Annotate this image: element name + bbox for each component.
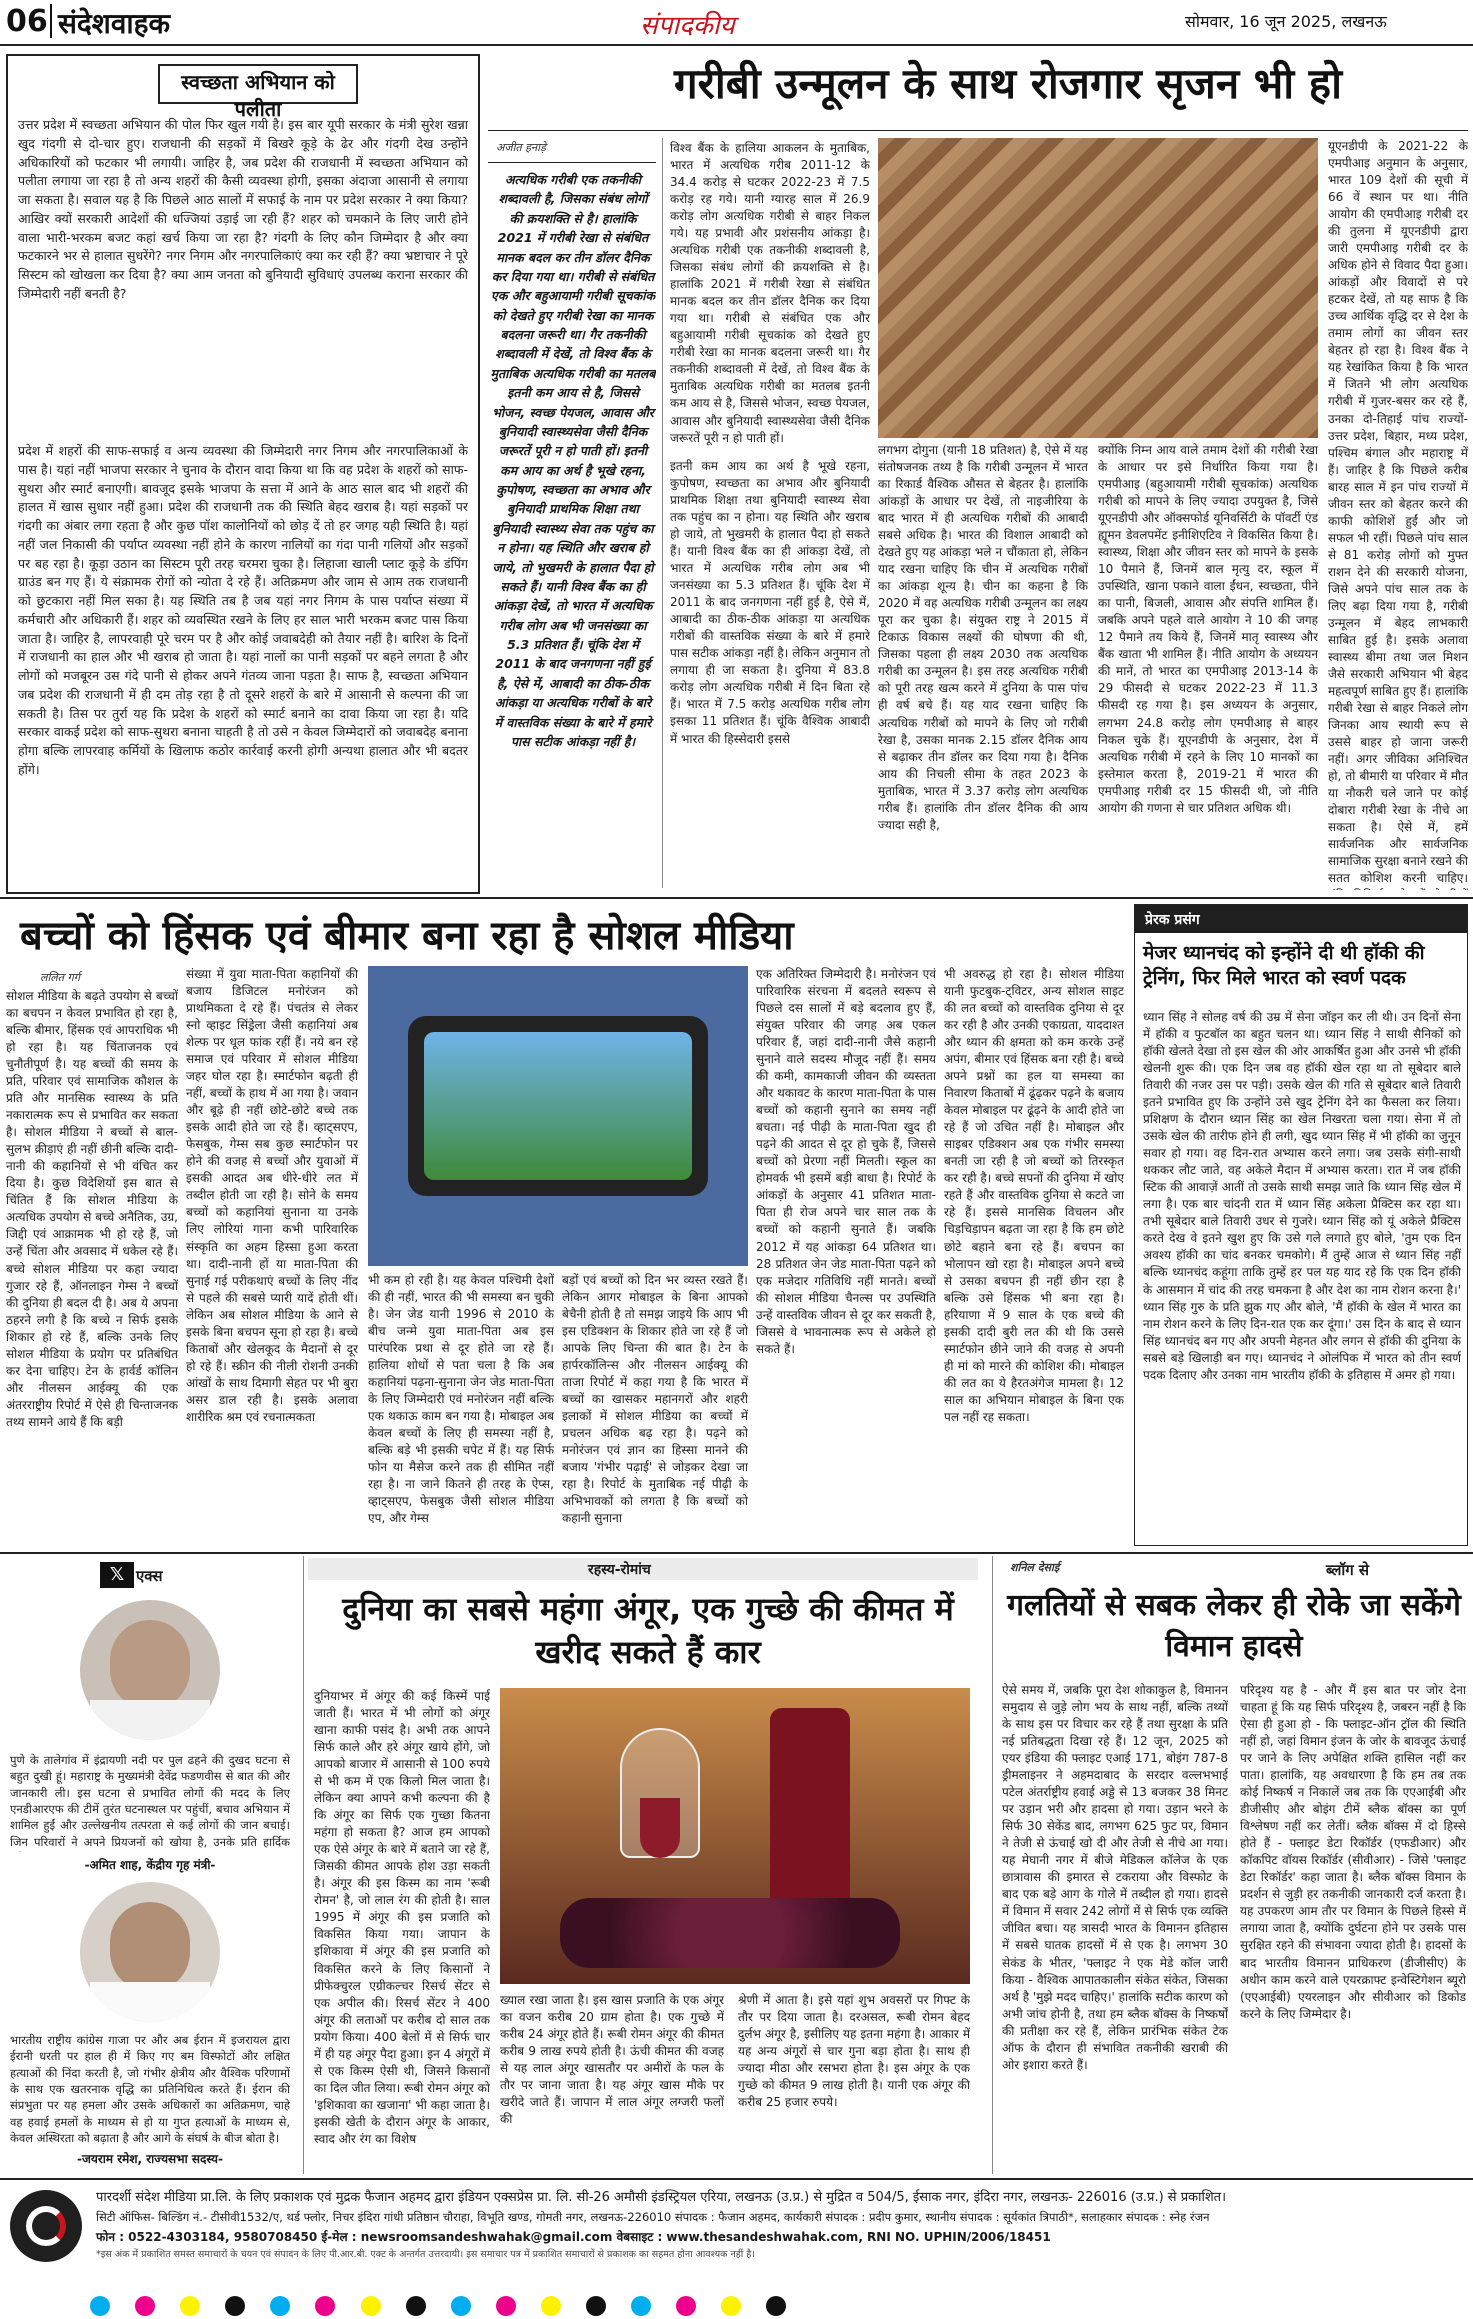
social-media-article [0, 900, 1128, 1550]
cyan-mark [270, 2296, 290, 2316]
prerak-box [1134, 904, 1468, 1546]
column-divider [662, 138, 663, 888]
footer-publisher: पारदर्शी संदेश मीडिया प्रा.लि. के लिए प्रकाशक एवं मुद्रक फैजान अहमद द्वारा इंडियन एक्सप्रेस प्रा. लि. सी-26 अमौसी इंडस्ट्रियल एरिया, लखनऊ (उ.प्र.) से मुद्रित व 504/5, ईसाक नगर, इंदिरा नगर, लखनऊ- 226016 (उ.प्र.) से प्रकाशित। [96, 2190, 1226, 2205]
cyan-mark [631, 2296, 651, 2316]
magenta-mark [315, 2296, 335, 2316]
footer-office: सिटी ऑफिस- बिल्डिंग नं.- टीसीवी1532/ए, थर्ड फ्लोर, निचर इंदिरा गांधी प्रतिष्ठान चौराहा, विभूति खण्ड, गोमती नगर, लखनऊ-226010 संपादक : फैजान अहमद, कार्यकारी संपादक : प्रदीप कुमार, स्थानीय संपादक : सूर्यकांत त्रिपाठी*, सलाहकार संपादक : स्नेह रंजन [96, 2210, 1210, 2224]
paper-name: संदेशवाहक [58, 7, 171, 40]
footer-contact: फोन : 0522-4303184, 9580708450 ई-मेल : newsroomsandeshwahak@gmail.com वेबसाइट : www.thesandeshwahak.com, RNI NO. UPHIN/2006/18451 [96, 2230, 1051, 2244]
section-rule-2 [0, 1552, 1473, 1554]
footer [0, 2182, 1473, 2292]
footer-rule [0, 2178, 1473, 2180]
social-title: बच्चों को हिंसक एवं बीमार बना रहा है सोशल मीडिया [20, 913, 794, 959]
social-col-4: बड़ों एवं बच्चों को दिन भर व्यस्त रखते हैं। लेकिन आगर मोबाइल के बिना आपको बेचैनी होती है तो समझ जाइये कि आप भी इस एडिक्शन के शिकार होते जा रहे हैं जो आपके लिए चिन्ता की बात है। टेन के हार्परकॉलिन्स और नीलसन आईक्यू की ताजा रिपोर्ट में कहा गया है कि भारत में बच्चों का खासकर महानगरों और शहरी इलाकों में सोशल मीडिया का बच्चों में प्रचलन अधिक बढ़ रहा है। पढ़ने को मनोरंजन एवं ज्ञान का हिस्सा मानने की बजाय 'गंभीर पढ़ाई' से जोड़कर देखा जा रहा है। रिपोर्ट के मुताबिक नई पीढ़ी के अभिभावकों को लगता है कि बच्चों को कहानी सुनाना [562, 1273, 748, 1526]
x-tag: एक्स [136, 1567, 163, 1585]
blog-byline: शनिल देसाई [1010, 1561, 1060, 1574]
black-mark [586, 2296, 606, 2316]
x-quote-1: पुणे के तालेगांव में इंद्रायणी नदी पर पुल ढहने की दुखद घटना से बहुत दुखी हूं। महाराष्ट्र के मुख्यमंत्री देवेंद्र फडणवीस से बात की और जानकारी ली। इस घटना से प्रभावित लोगों की मदद के लिए एनडीआरएफ की टीमें तुरंत घटनास्थल पर पहुंचीं, बचाव अभियान में शामिल हुईं और उल्लेखनीय तत्परता से कई लोगों की जान बचाई। जिन परिवारों ने अपने प्रियजनों को खोया है, उनके प्रति हार्दिक [10, 1753, 290, 1849]
grapes-col-1: दुनियाभर में अंगूर की कई किस्में पाई जाती हैं। भारत में भी लोगों को अंगूर खाना काफी पसंद है। अभी तक आपने सिर्फ काले और हरे अंगूर खाये होंगे, जो आपको बाजार में आसानी से 100 रुपये से भी कम में एक किलो मिल जाता है। लेकिन क्या आपने कभी कल्पना की है कि अंगूर का सिर्फ एक गुच्छा कितना महंगा हो सकता है? आज हम आपको एक ऐसे अंगूर के बारे में बताने जा रहे हैं, जिसकी कीमत आपके होश उड़ा सकती है। अंगूर की इस किस्म का नाम 'रूबी रोमन' है, जो लाल रंग की होती है। साल 1995 में अंगूर की इस प्रजाति को विकसित किया गया। जापान के इशिकावा में अंगूर की इस प्रजाति को विकसित करने के लिए किसानों ने प्रीफेक्चुरल एग्रीकल्चर रिसर्च सेंटर से एक अपील की। रिसर्च सेंटर ने 400 अंगूर की लताओं पर करीब दो साल तक प्रयोग किया। 400 बेलों में से सिर्फ चार में ही यह अंगूर पैदा हुआ। इन 4 अंगूरों में से एक किस्म ऐसी थी, जिसने किसानों का दिल जीत लिया। रूबी रोमन अंगूर को 'इशिकावा का खजाना' भी कहा जाता है। इसकी खेती के दौरान अंगूर के आकार, स्वाद और रंग का विशेष [314, 1689, 490, 2146]
poverty-title: गरीबी उन्मूलन के साथ रोजगार सृजन भी हो [674, 59, 1342, 108]
editorial-box [6, 54, 480, 894]
x-byline-1: -अमित शाह, केंद्रीय गृह मंत्री- [84, 1858, 216, 1872]
prerak-body: ध्यान सिंह ने सोलह वर्ष की उम्र में सेना जॉइन कर ली थी। उन दिनों सेना में हॉकी व फुटबॉल का बहुत चलन था। ध्यान सिंह ने साथी सैनिकों को हॉकी खेलते देखा तो इस खेल की ओर आकर्षित हुआ और उनसे भी हॉकी खेलनी शुरू की। एक दिन जब वह हॉकी खेल रहा था तो सूबेदार बाले तिवारी की नजर उस पर पड़ी। उसके खेल की गति से सूबेदार बाले तिवारी इतने प्रभावित हुए कि उन्होंने उसे खुद ट्रेनिंग देने का फैसला कर लिया। प्रशिक्षण के दौरान ध्यान सिंह का खेल निखरता चला गया। सेना में तो उसके खेल की तारीफ होने ही लगी, खुद ध्यान सिंह में भी हॉकी का जुनून सवार हो गया। वह दिन-रात अभ्यास करने लगा। जब उसके संगी-साथी थककर लौट जाते, वह अकेले मैदान में अभ्यास करता। रात में जब हॉकी स्टिक की आवाज़ें आतीं तो उसके साथी समझ जाते कि ध्यान सिंह खेल में लगा है। एक बार चांदनी रात में ध्यान सिंह अकेला प्रैक्टिस कर रहा था। तभी सूबेदार बाले तिवारी उधर से गुजरे। ध्यान सिंह को यूं अकेले प्रैक्टिस करते देख वे इतने खुश हुए कि उसे गले लगाते हुए बोले, 'तुम एक दिन अवश्य हॉकी का चांद बनकर चमकोगे। मैं तुम्हें आज से ध्यान सिंह नहीं बल्कि ध्यानचंद कहूंगा ताकि तुम्हें हर पल यह याद रहे कि एक दिन हॉकी के आसमान में चांद की तरह चमकना है और देश का नाम रोशन करना है।' ध्यान सिंह गुरु के प्रति झुक गए और बोले, 'मैं हॉकी के खेल में भारत का नाम रोशन करने के लिए दिन-रात एक कर दूंगा।' उस दिन के बाद से ध्यान सिंह ध्यानचंद बन गए और अपनी मेहनत और लगन से हॉकी की दुनिया के सबसे बड़े खिलाड़ी बन गए। ध्यानचंद ने ओलंपिक में भारत को तीन स्वर्ण पदक दिलाए और उनका नाम भारतीय हॉकी के इतिहास में अमर हो गया। [1143, 1010, 1461, 1382]
masthead [0, 0, 1473, 48]
black-mark [406, 2296, 426, 2316]
yellow-mark [361, 2296, 381, 2316]
jairam-ramesh-avatar [80, 1882, 220, 2022]
magenta-mark [676, 2296, 696, 2316]
column-divider [992, 1556, 993, 2174]
poverty-col-2: लगभग दोगुना (यानी 18 प्रतिशत) है, ऐसे में यह संतोषजनक तथ्य है कि गरीबी उन्मूलन में भारत का रिकार्ड वैश्विक औसत से बेहतर है। हालांकि आंकड़ों के आधार पर देखें, तो नाइजीरिया के बाद भारत में ही अत्यधिक गरीबों की आबादी सबसे अधिक है। भारत की विशाल आबादी को देखते हुए यह आंकड़ा भले न चौंकाता हो, लेकिन याद रखना चाहिए कि चीन में अत्यधिक गरीबों का आंकड़ा शून्य है। चीन का कहना है कि 2020 में वह अत्यधिक गरीबी उन्मूलन का लक्ष्य पूरा कर चुका है। संयुक्त राष्ट्र ने 2015 में टिकाऊ विकास लक्ष्यों की घोषणा की थी, जिसका पहला ही लक्ष्य 2030 तक अत्यधिक गरीबी का उन्मूलन है। इस तरह अत्यधिक गरीबी को पूरी तरह खत्म करने में दुनिया के पास पांच ही वर्ष बचे हैं। यह याद रखना चाहिए कि अत्यधिक गरीबों को मापने के लिए जो गरीबी रेखा है, उसका मानक 2.15 डॉलर दैनिक आय से बढ़ाकर तीन डॉलर कर दिया गया है। दैनिक आय की निचली सीमा के तहत 2023 के मुताबिक, भारत में 3.37 करोड़ लोग अत्यधिक गरीब हैं। हालांकि तीन डॉलर दैनिक की आय ज्यादा सही है, [878, 443, 1088, 832]
social-col-1: सोशल मीडिया के बढ़ते उपयोग से बच्चों का बचपन न केवल प्रभावित हो रहा है, बल्कि बीमार, हिंसक एवं आपराधिक भी हो रहा है। यह चिंताजनक एवं चुनौतीपूर्ण है। यह बच्चों की समय के प्रति, परिवार एवं सामाजिक कौशल के प्रति और मानसिक स्वास्थ्य के प्रति नकारात्मक रूप से प्रभावित कर सकता है। सोशल मीडिया ने बच्चों से बाल-सुलभ क्रीड़ाएं ही नहीं छीनी बल्कि दादी-नानी की कहानियों से भी वंचित कर दिया है। कुछ विदेशियों इस बात से चिंतित हैं कि सोशल मीडिया के अत्यधिक उपयोग से बच्चे अनैतिक, उग्र, जिद्दी एवं आक्रामक भी हो रहे हैं, जो उन्हें चिंता और अवसाद में धकेल रहे हैं। बच्चे सोशल मीडिया पर कहा ज्यादा गुजार रहे हैं, ऑनलाइन गेम्स ने बच्चों की दुनिया ही बदल दी है। अब ये अपना ठहरने लगी है कि बच्चे न सिर्फ इसके शिकार हो रहे हैं, बल्कि उनके लिए सोशल मीडिया के प्रयोग पर प्रतिबंधित कर देना चाहिए। टेन के हार्वर्ड कॉलिन और नीलसन आईक्यू की एक अंतरराष्ट्रीय रिपोर्ट में ऐसे ही चिन्ताजनक तथ्य सामने आये हैं कि बड़ी [6, 989, 178, 1429]
masthead-rule [0, 44, 1473, 46]
yellow-mark [721, 2296, 741, 2316]
pullquote-rule [488, 162, 656, 163]
x-byline-2: -जयराम रमेश, राज्यसभा सदस्य- [77, 2152, 223, 2166]
x-posts [0, 1556, 300, 2176]
prerak-title: मेजर ध्यानचंद को इन्होंने दी थी हॉकी की ट्रेनिंग, फिर मिले भारत को स्वर्ण पदक [1143, 942, 1425, 989]
yellow-mark [180, 2296, 200, 2316]
page-number: 06 [6, 4, 48, 39]
x-logo-icon: 𝕏 [100, 1562, 134, 1588]
blog-col-1: ऐसे समय में, जबकि पूरा देश शोकाकुल है, विमानन समुदाय से जुड़े लोग भय के साथ नहीं, बल्कि तथ्यों के साथ इस पर विचार कर रहे हैं तथा सुरक्षा के प्रति नई प्रतिबद्धता दिखा रहे हैं। 12 जून, 2025 को एयर इंडिया की फ्लाइट एआई 171, बोइंग 787-8 ड्रीमलाइनर ने अहमदाबाद के सरदार वल्लभभाई पटेल अंतर्राष्ट्रीय हवाई अड्डे से 13 बजकर 38 मिनट पर उड़ान भरी और हादसा हो गया। उड़ान भरने के सिर्फ 30 सेकेंड बाद, लगभग 625 फुट पर, विमान ने तेजी से ऊंचाई खो दी और तेजी से नीचे आ गया। यह मेघानी नगर में बीजे मेडिकल कॉलेज के एक छात्रावास की इमारत से टकराया और विस्फोट के बाद एक बड़े आग के गोले में तब्दील हो गया। हादसे में विमान में सवार 242 लोगों में से सिर्फ एक व्यक्ति जीवित बचा। यह त्रासदी भारत के विमानन इतिहास में सबसे घातक हादसों में से एक है। लगभग 30 सेकंड के भीतर, 'फ्लाइट ने एक मेडे कॉल जारी किया - वैश्विक आपातकालीन संकेत संकेत, जिसका अर्थ है 'मुझे मदद चाहिए।' हालांकि सटीक कारण को अभी जांच होनी है, तथा हम ब्लैक बॉक्स के निष्कर्षों की प्रतीक्षा कर रहे हैं, लेकिन प्रारंभिक संकेत टेक ऑफ के दौरान ही संभावित तकनीकी खराबी की ओर इशारा करते हैं। [1002, 1683, 1228, 2072]
black-mark [225, 2296, 245, 2316]
black-mark [766, 2296, 786, 2316]
cyan-mark [451, 2296, 471, 2316]
social-col-6: भी अवरुद्ध हो रहा है। सोशल मीडिया यानी फुटबुक-ट्विटर, अन्य सोशल साइट की लत बच्चों को वास्तविक दुनिया से दूर कर रही है और उनकी एकाग्रता, याददाश्त और ध्यान की क्षमता को कम करके उन्हें अपंग, बीमार एवं हिंसक बना रही है। बच्चे अपने प्रश्नों का हल या समस्या का निवारण किताबों में ढूंढ़कर पढ़ने के बजाय केवल मोबाइल पर ढूंढ़ने के आदी होते जा रहे हैं जो उचित नहीं है। मोबाइल और साइबर एडिक्शन अब एक गंभीर समस्या बनती जा रही है जो बच्चों को तिरस्कृत कर रही है। बच्चे सपनों की दुनिया में खोए रहते हैं और वास्तविक दुनिया से कटते जा रहे हैं। इससे मानसिक विचलन और चिड़चिड़ापन बढ़ता जा रहा है कि हम छोटे छोटे बहाने बना रहे हैं। बचपन का भोलापन खो रहा है। मोबाइल अपने बच्चे से उसका बचपन ही नहीं छीन रहा है बल्कि उसे हिंसक भी बना रहा है। हरियाणा में 9 साल के एक बच्चे की इसकी दादी बुरी लत की थी कि उससे स्मार्टफोन छीने जाने की वजह से अपनी ही मां को मारने की कोशिश की। मोबाइल की लत का ये हैरतअंगेज मामला है। 12 साल का अभियान मोबाइल के बिना एक पल नहीं रह सकता। [944, 967, 1124, 1424]
poverty-col-3: क्योंकि निम्न आय वाले तमाम देशों की गरीबी रेखा के आधार पर इसे निर्धारित किया गया है। एमपीआइ (बहुआयामी गरीबी सूचकांक) अत्यधिक गरीबी को मापने के लिए ज्यादा उपयुक्त है, जिसे यूएनडीपी और ऑक्सफोर्ड यूनिवर्सिटी के पॉवर्टी एंड ह्यूमन डेवलपमेंट इनीशिएटिव ने विकसित किया है। स्वास्थ्य, शिक्षा और जीवन स्तर को मापने के इसके 10 पैमाने हैं, जिनमें बाल मृत्यु दर, स्कूल में उपस्थिति, खाना पकाने वाला ईंधन, स्वच्छता, पीने का पानी, बिजली, आवास और संपत्ति शामिल हैं। जबकि अपने पहले वाले आयोग ने 10 की जगह 12 पैमाने तय किये हैं, जिनमें मातृ स्वास्थ्य और बैंक खाता भी शामिल हैं। नीति आयोग के अध्ययन की मानें, तो भारत का एमपीआइ 2013-14 के 29 फीसदी से घटकर 2022-23 में 11.3 फीसदी रह गया है। इस अध्ययन के अनुसार, लगभग 24.8 करोड़ लोग एमपीआइ से बाहर निकल चुके हैं। यूएनडीपी के अनुसार, देश में अत्यधिक गरीबी में रहने के लिए 10 मानकों का इस्तेमाल करता है, 2019-21 में भारत की एमपीआइ गरीबी दर 15 फीसदी थी, जो नीति आयोग की गणना से चार प्रतिशत अधिक थी। [1098, 443, 1318, 815]
social-col-2: संख्या में युवा माता-पिता कहानियों की बजाय डिजिटल मनोरंजन को प्राथमिकता दे रहे हैं। पंचतंत्र से लेकर स्नो व्हाइट सिंड्रेला जैसी कहानियां अब शेल्फ पर धूल फांक रहीं हैं। नये बन रहे समाज एवं परिवार में सोशल मीडिया जहर घोल रहा है। स्मार्टफोन बढ़ती ही नहीं, बच्चों के हाथ में आ गया है। जवान और बूढ़े ही नहीं छोटे-छोटे बच्चे तक इसके आदी होते जा रहे हैं। व्हाट्सएप, फेसबुक, गेम्स सब कुछ स्मार्टफोन पर होने की वजह से बच्चों और युवाओं में इसकी आदत अब धीरे-धीरे लत में तब्दील होती जा रही है। सोने के समय बच्चों को कहानियां सुनाना या उनके लिए लोरियां गाना कभी पारिवारिक संस्कृति का अहम हिस्सा हुआ करता था। दादी-नानी हों या माता-पिता की सुनाई गई परीकथाएं बच्चों के लिए नींद से पहले की सबसे प्यारी यादें होती थीं। लेकिन अब सोशल मीडिया के आने से इसके बिना बचपन सूना हो रहा है। बच्चे किताबों और खेलकूद के मैदानों से दूर हो रहे हैं। स्क्रीन की नीली रोशनी उनकी आंखों के साथ दिमागी सेहत पर भी बुरा असर डाल रही है। इसके अलावा शारीरिक श्रम एवं रचनात्मकता [186, 967, 358, 1424]
grapes-article [308, 1556, 988, 2176]
blog-title: गलतियों से सबक लेकर ही रोके जा सकेंगे विमान हादसे [1007, 1588, 1461, 1664]
wine-grapes-photo [500, 1688, 970, 1984]
prerak-tag: प्रेरक प्रसंग [1145, 912, 1200, 928]
grapes-title: दुनिया का सबसे महंगा अंगूर, एक गुच्छे की कीमत में खरीद सकते हैं कार [342, 1590, 954, 1672]
poverty-article [488, 50, 1473, 895]
footer-disclaimer: *इस अंक में प्रकाशित समस्त समाचारों के चयन एवं संपादन के लिए पी.आर.बी. एक्ट के अन्तर्गत उत्तरदायी। इस समाचार पत्र में प्रकाशित समाचारों से प्रकाशक का सहमत होना आवश्यक नहीं है। [96, 2249, 755, 2260]
social-byline: ललित गर्ग [40, 971, 80, 984]
publisher-logo-icon [10, 2190, 82, 2262]
poverty-pullquote: अत्यधिक गरीबी एक तकनीकी शब्दावली है, जिसका संबंध लोगों की क्रयशक्ति से है। हालांकि 2021 में गरीबी रेखा से संबंधित मानक बदल कर तीन डॉलर दैनिक कर दिया गया था। गरीबी से संबंधित एक और बहुआयामी गरीबी सूचकांक को देखते हुए गरीबी रेखा का मानक बदलना जरूरी था। गैर तकनीकी शब्दावली में देखें, तो विश्व बैंक के मुताबिक अत्यधिक गरीबी का मतलब इतनी कम आय से है, जिससे भोजन, स्वच्छ पेयजल, आवास और बुनियादी स्वास्थ्यसेवा जैसी दैनिक जरूरतें पूरी न हो पाती हों। इतनी कम आय का अर्थ है भूखे रहना, कुपोषण, स्वच्छता का अभाव और बुनियादी प्राथमिक शिक्षा तथा बुनियादी स्वास्थ्य सेवा तक पहुंच का न होना। यह स्थिति और खराब हो जाये, तो भुखमरी के हालात पैदा हो सकते हैं। यानी विश्व बैंक का ही आंकड़ा देखें, तो भारत में अत्यधिक गरीब लोग अब भी जनसंख्या का 5.3 प्रतिशत हैं। चूंकि देश में 2011 के बाद जनगणना नहीं हुई है, ऐसे में, आबादी का ठीक-ठीक आंकड़ा या अत्यधिक गरीबों के बारे में वास्तविक संख्या के बारे में हमारे पास सटीक आंकड़ा नहीं है। [490, 172, 656, 749]
section-name: संपादकीय [640, 11, 735, 41]
registration-marks [90, 2296, 1390, 2316]
editorial-para-2: प्रदेश में शहरों की साफ-सफाई व अन्य व्यवस्था की जिम्मेदारी नगर निगम और नगरपालिकाओं के पास है। यहां नहीं भाजपा सरकार ने चुनाव के दौरान वादा किया था कि वह प्रदेश के शहरों को साफ-सुथरा और स्मार्ट बनाएगी। बावजूद इसके भाजपा के सत्ता में आने के आठ साल बाद भी शहरों की हालत में खास सुधार नहीं हुआ। प्रदेश की राजधानी तक की स्थिति बेहद खराब है। यहां सड़कों पर गंदगी का अंबार लगा रहता है और कुछ पॉश कालोनियों को छोड़ दें तो हर जगह यही स्थिति है। यहां नहीं जल निकासी की पर्याप्त व्यवस्था नहीं होने के कारण नालियों का गंदा पानी गलियों और सड़कों पर बह रहा है। कूड़ा उठान का सिस्टम पूरी तरह चरमरा चुका है। लिहाजा खाली प्लाट कूड़े के डंपिंग ग्राउंड बन गए हैं। ये संक्रामक रोगों को न्योता दे रहे हैं। अतिक्रमण और जाम से आम तक राजधानी को छुटकारा नहीं मिल सका है। यह स्थिति तब है जब यहां नगर निगम के पास पर्याप्त संख्या में कर्मचारी और अधिकारी हैं। शहर को व्यवस्थित रखने के लिए हर साल भारी भरकम बजट पास किया जाता है। जाहिर है, लापरवाही पूरे चरम पर है और कोई जवाबदेही को तैयार नहीं है। बारिश के दिनों में राजधानी का हाल और भी खराब हो जाता है। यहां नालों का पानी सड़कों पर बहने लगता है और लोगों को मजबूरन उस गंदे पानी से होकर अपने गंतव्य जाना पड़ता है। साफ है, स्वच्छता अभियान जब प्रदेश की राजधानी में ही दम तोड़ रहा है तो दूसरे शहरों के बारे में आसानी से कल्पना की जा सकती है। तिस पर तुर्रा यह कि प्रदेश के शहरों को स्मार्ट बनाने का दावा किया जा रहा है। यदि सरकार वाकई प्रदेश को साफ-सुथरा बनाना चाहती है तो उसे न केवल जिम्मेदारों को जवाबदेह बनाना होगा बल्कि लापरवाह कर्मियों के खिलाफ कठोर कार्रवाई करनी होगी अन्यथा हालात और भी बदतर होंगे। [18, 443, 468, 777]
poverty-col-4: यूएनडीपी के 2021-22 के एमपीआइ अनुमान के अनुसार, भारत 109 देशों की सूची में 66 वें स्थान पर था। नीति आयोग की एमपीआइ गरीबी दर की तुलना में यूएनडीपी द्वारा जारी एमपीआइ गरीबी दर के अधिक होने से विवाद पैदा हुआ। आंकड़ों और विवादों से परे हटकर देखें, तो यह साफ है कि उच्च आर्थिक वृद्धि दर से देश के तमाम लोगों का जीवन स्तर बेहतर हो रहा है। विश्व बैंक ने यह रेखांकित किया है कि भारत में जितने भी लोग अत्यधिक गरीबी में गुजर-बसर कर रहे हैं, उनका दो-तिहाई पांच राज्यों-उत्तर प्रदेश, बिहार, मध्य प्रदेश, पश्चिम बंगाल और महाराष्ट्र में हैं। जाहिर है कि पिछले करीब बारह साल में इन पांच राज्यों में जीवन स्तर को बेहतर करने की काफी कोशिशें हुईं और जो सफल भी रहीं। पिछले पांच साल से 81 करोड़ लोगों को मुफ्त राशन देने की सरकारी योजना, जिसे अपने पांच साल तक के लिए बढ़ा दिया गया है, गरीबी उन्मूलन में बेहद लाभकारी साबित हुई है। इसके अलावा स्वास्थ्य बीमा तथा जल मिशन जैसे सरकारी अभियान भी बेहद महत्वपूर्ण साबित हुए हैं। हालांकि गरीबी रेखा से बाहर निकले लोग जिनका आय स्थायी रूप से उससे बाहर हो जाना जरूरी नहीं। अगर जीविका अनिश्चित हो, तो बीमारी या परिवार में मौत या नौकरी चले जाने पर कोई दोबारा गरीबी रेखा के नीचे आ सकता है। ऐसे में, हमें सार्वजनिक और सार्वजनिक सामाजिक सुरक्षा बनाने रखने की सतत कोशिश करनी चाहिए। [1328, 139, 1468, 886]
mobile-game-photo [368, 966, 748, 1266]
column-divider [303, 1556, 304, 2174]
section-rule-1 [0, 897, 1473, 899]
masthead-divider [50, 4, 52, 38]
editorial-title: स्वच्छता अभियान को पलीता [181, 70, 335, 121]
grapes-col-3: श्रेणी में आता है। इसे यहां शुभ अवसरों पर गिफ्ट के तौर पर दिया जाता है। दरअसल, रूबी रोमन बेहद दुर्लभ अंगूर है, इसीलिए यह इतना महंगा है। आकार में यह अन्य अंगूरों से चार गुना बड़ा होता है। साथ ही ज्यादा मीठा और रसभरा होता है। इस अंगूर के एक गुच्छे को कीमत 9 लाख होती है। यानी एक अंगूर की करीब 25 हजार रुपये। [738, 1993, 970, 2110]
magenta-mark [496, 2296, 516, 2316]
blog-col-2: परिदृश्य यह है - और मैं इस बात पर जोर देना चाहता हूं कि यह सिर्फ परिदृश्य है, जबरन नहीं है कि ऐसा ही हुआ हो - कि फ्लाइट-ऑन ट्रॉल की स्थिति नहीं हो, जहां विमान इंजन के जोर के बावजूद ऊंचाई पर जाने के लिए अपेक्षित शक्ति हासिल नहीं कर पाता। हालांकि, यह अवधारणा है कि हम तब तक कोई निष्कर्ष न निकालें जब तक कि एएआईबी और डीजीसीए और बोइंग टीमें ब्लैक बॉक्स का पूर्ण विश्लेषण नहीं कर लेतीं। ब्लैक बॉक्स में दो हिस्से होते हैं - फ्लाइट डेटा रिकॉर्डर (एफडीआर) और कॉकपिट वॉयस रिकॉर्डर (सीवीआर) - जिसे 'फ्लाइट डेटा रिकॉर्डर' कहा जाता है। ब्लैक बॉक्स विमान के प्रदर्शन से जुड़ी हर तकनीकी जानकारी दर्ज करता है। यह उपकरण आम तौर पर विमान के पिछले हिस्से में लगाया जाता है, क्योंकि दुर्घटना होने पर उसके पास सुरक्षित रहने की संभावना ज्यादा होती है। हादसों के बाद भारतीय विमानन प्राधिकरण (डीजीसीए) के अधीन काम करने वाले एयरक्राफ्ट इन्वेस्टिगेशन ब्यूरो (एएआईबी) एयरलाइन और सीवीआर को डिकोड करने के लिए जिम्मेदार है। [1240, 1683, 1466, 2021]
social-col-3: भी कम हो रही है। यह केवल पश्चिमी देशों की ही नहीं, भारत की भी समस्या बन चुकी है। जेन जेड यानी 1996 से 2010 के बीच जन्मे युवा माता-पिता अब इस पारंपरिक प्रथा से दूर होते जा रहे हैं। हालिया शोधों से पता चला है कि अब कहानियां पढ़ना-सुनाना जेन जेड माता-पिता के लिए जिम्मेदारी एवं मनोरंजन नहीं बल्कि एक थकाऊ काम बन गया है। मोबाइल अब केवल बच्चों के लिए ही समस्या नहीं है, बल्कि बड़े भी इसकी चपेट में हैं। यह सिर्फ फोन या मैसेज करने तक ही सीमित नहीं रहा है। ना जाने कितने ही तरह के ऐप्स, व्हाट्सएप, फेसबुक जैसी सोशल मीडिया एप, और गेम्स [368, 1273, 554, 1526]
editorial-para-1: उत्तर प्रदेश में स्वच्छता अभियान की पोल फिर खुल गयी है। इस बार यूपी सरकार के मंत्री सुरेश खन्ना खुद गंदगी से दो-चार हुए। राजधानी की सड़कों में बिखरे कूड़े के ढेर और गंदगी देख उन्होंने अधिकारियों को फटकार भी लगायी। जाहिर है, जब प्रदेश की राजधानी में स्वच्छता अभियान को पलीता लगाया जा रहा है तो अन्य शहरों की कैसी व्यवस्था होगी, इसका अंदाजा आसानी से लगाया जा सकता है। सवाल यह है कि पिछले आठ सालों में सफाई के नाम पर प्रदेश सरकार ने क्या किया? आखिर क्यों सरकारी आदेशों की धज्जियां उड़ाई जा रही हैं? शहर को चमकाने के लिए जारी होने वाला भारी-भरकम बजट कहां खर्च किया जा रहा है? गंदगी के लिए कौन जिम्मेदार है और क्या फटकारने भर से हालात सुधरेंगे? नगर निगम और नगरपालिकाएं क्या कर रही हैं? क्या भ्रष्टाचार ने पूरे सिस्टम को खोखला कर दिया है? क्या आम जनता को बुनियादी सुविधाएं उपलब्ध कराना सरकार की जिम्मेदारी नहीं बनती है? [18, 117, 468, 301]
social-col-5: एक अतिरिक्त जिम्मेदारी है। मनोरंजन एवं पारिवारिक संरचना में बदलते स्वरूप से पिछले दस सालों में बड़े बदलाव हुए हैं, संयुक्त परिवार की जगह अब एकल परिवार हैं, जहां दादी-नानी जैसे कहानी सुनाने वाले सदस्य मौजूद नहीं हैं। समय की कमी, कामकाजी जीवन की व्यस्तता और थकावट के कारण माता-पिता के पास बच्चों को कहानी सुनाने का समय नहीं बचता। नई पीढ़ी के माता-पिता खुद ही पढ़ने की आदत से दूर हो चुके हैं, जिससे बच्चों को प्रेरणा नहीं मिलती। स्कूल का होमवर्क भी इसमें बड़ी बाधा है। रिपोर्ट के आंकड़ों के अनुसार 41 प्रतिशत माता-पिता ही रोज अपने चार साल तक के बच्चों को कहानी सुनाते हैं। जबकि 2012 में यह आंकड़ा 64 प्रतिशत था। 28 प्रतिशत जेन जेड माता-पिता पढ़ने को एक मजेदार गतिविधि नहीं मानते। बच्चों की सोशल मीडिया चैनल्स पर उपस्थिति उन्हें वास्तविक जीवन से दूर कर सकती है, जिससे वे भावनात्मक रूप से अकेले हो सकते हैं। [756, 967, 936, 1356]
blog-tag: ब्लॉग से [1326, 1561, 1370, 1579]
magenta-mark [135, 2296, 155, 2316]
grapes-tag: रहस्य-रोमांच [588, 1562, 651, 1578]
blog-article [996, 1556, 1470, 2176]
poverty-col-1a: विश्व बैंक के हालिया आकलन के मुताबिक, भारत में अत्यधिक गरीब 2011-12 के 34.4 करोड़ से घटकर 2022-23 में 7.5 करोड़ रह गये। यानी ग्यारह साल में 26.9 करोड़ लोग अत्यधिक गरीबी से बाहर निकल गये। यह प्रभावी और प्रशंसनीय आंकड़ा है। अत्यधिक गरीबी एक तकनीकी शब्दावली है, जिसका संबंध लोगों की क्रयशक्ति से है। हालांकि 2021 में गरीबी रेखा से संबंधित मानक बदल कर तीन डॉलर दैनिक कर दिया गया था। गरीबी से संबंधित एक और बहुआयामी गरीबी सूचकांक को देखते हुए गरीबी रेखा का मानक बदलना जरूरी था। गैर तकनीकी शब्दावली में देखें, तो विश्व बैंक के मुताबिक अत्यधिक गरीबी का मतलब इतनी कम आय से है, जिससे भोजन, स्वच्छ पेयजल, आवास और बुनियादी स्वास्थ्यसेवा जैसी दैनिक जरूरतें पूरी न हो पाती हों। [670, 141, 870, 445]
poverty-byline: अजीत हनाड़े [496, 141, 546, 154]
amit-shah-avatar [80, 1600, 220, 1740]
x-quote-2: भारतीय राष्ट्रीय कांग्रेस गाजा पर और अब ईरान में इजरायल द्वारा ईरानी धरती पर हाल ही में किए गए बम विस्फोटों और लक्षित हत्याओं की निंदा करती है, जो गंभीर क्षेत्रीय और वैश्विक परिणामों के साथ एक खतरनाक वृद्धि का प्रतिनिधित्व करते हैं। ईरान की संप्रभुता पर यह हमला और उसके अधिकारों का अतिक्रमण, चाहे वह हवाई हमलों के माध्यम से हो या गुप्त हत्याओं के माध्यम से, केवल अस्थिरता को बढ़ाता है और आगे के संघर्ष के बीज बोता है। [10, 2033, 290, 2145]
poverty-rule [488, 130, 1468, 131]
cyan-mark [90, 2296, 110, 2316]
issue-date: सोमवार, 16 जून 2025, लखनऊ [1185, 12, 1387, 31]
yellow-mark [541, 2296, 561, 2316]
labourers-photo [878, 138, 1318, 438]
poverty-col-1b: इतनी कम आय का अर्थ है भूखे रहना, कुपोषण, स्वच्छता का अभाव और बुनियादी प्राथमिक शिक्षा तथा बुनियादी स्वास्थ्य सेवा तक पहुंच का न होना। यह स्थिति और खराब हो जाये, तो भुखमरी के हालात पैदा हो सकते हैं। यानी विश्व बैंक का ही आंकड़ा देखें, तो भारत में अत्यधिक गरीब लोग अब भी जनसंख्या का 5.3 प्रतिशत हैं। चूंकि देश में 2011 के बाद जनगणना नहीं हुई है, ऐसे में, आबादी का ठीक-ठीक आंकड़ा या अत्यधिक गरीबों की वास्तविक संख्या के बारे में हमारे पास सटीक आंकड़ा नहीं है। लेकिन अनुमान तो लगाया ही जा सकता है। दुनिया में 83.8 करोड़ लोग अत्यधिक गरीबी में दिन बिता रहे हैं। भारत में 7.5 करोड़ अत्यधिक गरीब लोग इसका 11 प्रतिशत हैं। चूंकि वैश्विक आबादी में भारत की हिस्सेदारी इससे [670, 459, 870, 746]
grapes-col-2: ख्याल रखा जाता है। इस खास प्रजाति के एक अंगूर का वजन करीब 20 ग्राम होता है। एक गुच्छे में करीब 24 अंगूर होते हैं। रूबी रोमन अंगूर की कीमत करीब 9 लाख रुपये होती है। ऊंची कीमत की वजह से यह लाल अंगूर खासतौर पर अमीरों के फल के तौर पर जाना जाता है। यह अंगूर खास मौके पर खरीदे जाते हैं। जापान में लाल अंगूर लग्जरी फलों की [500, 1993, 724, 2127]
